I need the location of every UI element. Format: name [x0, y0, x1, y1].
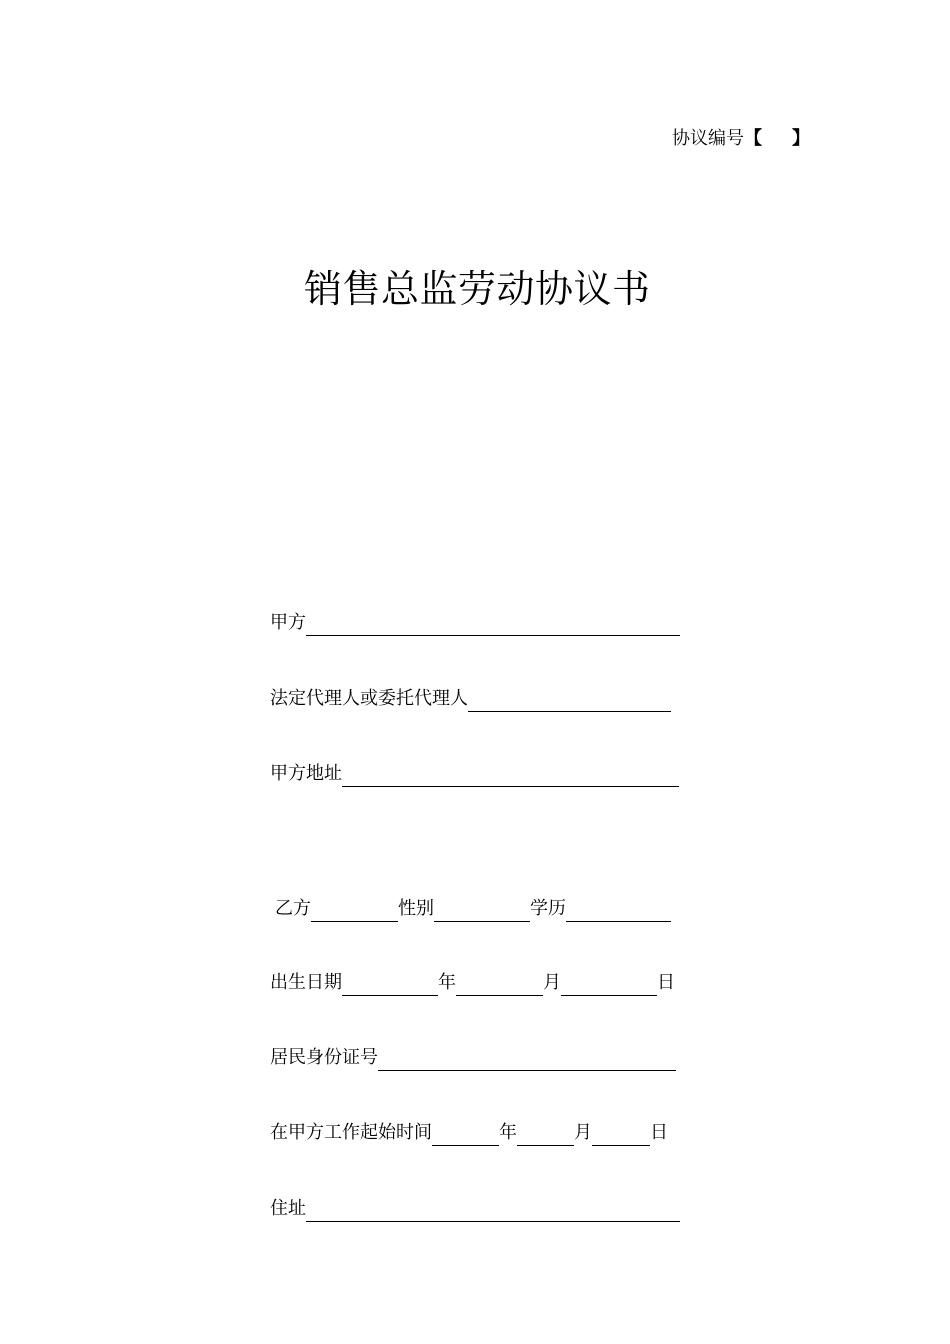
party-b-row: [275, 896, 671, 922]
agent-row: [270, 686, 671, 712]
party-b-field[interactable]: [311, 899, 398, 922]
party-a-address-field[interactable]: [342, 764, 679, 787]
party-b-label: 乙方: [275, 898, 311, 919]
birth-month-field[interactable]: [456, 973, 543, 996]
party-a-address-row: [270, 761, 679, 787]
start-day-field[interactable]: [592, 1123, 650, 1146]
party-a-address-label: 甲方地址: [270, 763, 342, 784]
start-date-row: [270, 1120, 668, 1146]
agent-label: 法定代理人或委托代理人: [270, 688, 468, 709]
id-number-field[interactable]: [378, 1048, 676, 1071]
residence-address-field[interactable]: [306, 1199, 680, 1222]
document-title: 销售总监劳动协议书: [304, 267, 651, 311]
birth-day-field[interactable]: [561, 973, 657, 996]
education-field[interactable]: [566, 899, 671, 922]
day-label: 日: [657, 972, 675, 993]
birth-year-field[interactable]: [342, 973, 438, 996]
start-year-field[interactable]: [432, 1123, 499, 1146]
birth-date-label: 出生日期: [270, 972, 342, 993]
party-a-label: 甲方: [270, 612, 306, 633]
start-day-label: 日: [650, 1122, 668, 1143]
start-date-label: 在甲方工作起始时间: [270, 1122, 432, 1143]
residence-address-row: [270, 1196, 680, 1222]
agent-field[interactable]: [468, 689, 671, 712]
start-month-field[interactable]: [517, 1123, 574, 1146]
party-a-row: [270, 610, 680, 636]
education-label: 学历: [530, 898, 566, 919]
gender-label: 性别: [398, 898, 434, 919]
bracket-open: 【: [744, 128, 762, 149]
start-month-label: 月: [574, 1122, 592, 1143]
month-label: 月: [543, 972, 561, 993]
start-year-label: 年: [499, 1122, 517, 1143]
gender-field[interactable]: [434, 899, 530, 922]
birth-date-row: [270, 970, 675, 996]
residence-address-label: 住址: [270, 1198, 306, 1219]
agreement-number-label: 协议编号: [672, 128, 744, 149]
id-number-label: 居民身份证号: [270, 1047, 378, 1068]
bracket-close: 】: [792, 128, 810, 149]
party-a-field[interactable]: [306, 613, 680, 636]
agreement-number: [672, 124, 810, 150]
year-label: 年: [438, 972, 456, 993]
id-number-row: [270, 1045, 676, 1071]
